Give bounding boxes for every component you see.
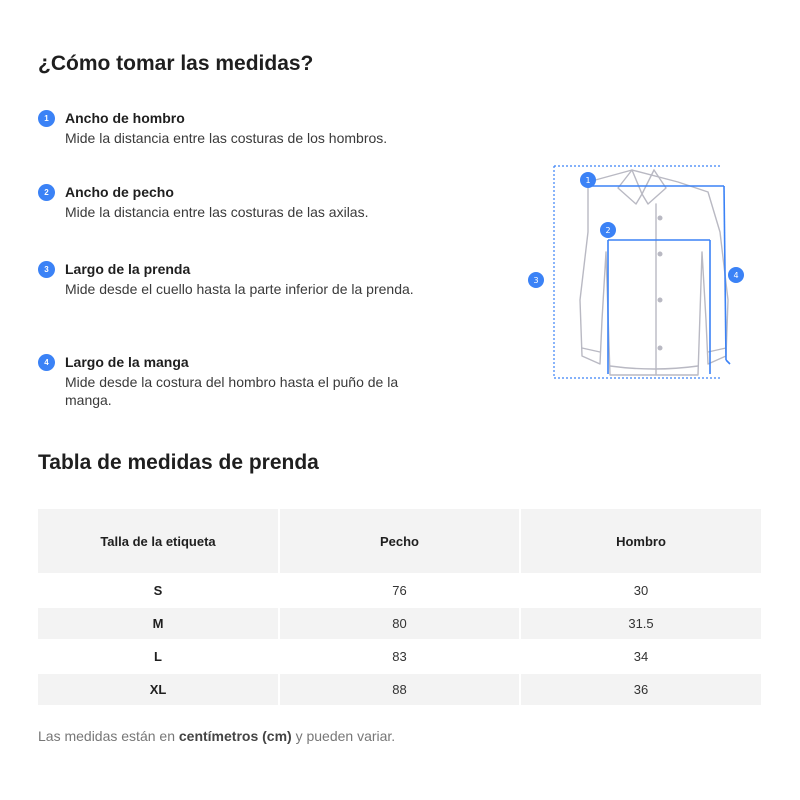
shoulder-cell: 36 xyxy=(520,673,762,706)
shirt-button-icon xyxy=(658,216,663,221)
svg-text:1: 1 xyxy=(585,176,591,185)
chest-cell: 83 xyxy=(279,640,520,673)
units-note-prefix: Las medidas están en xyxy=(38,728,179,744)
chest-cell: 80 xyxy=(279,607,520,640)
step-chest-width xyxy=(38,182,458,221)
marker-4-icon xyxy=(728,267,744,283)
shirt-button-icon xyxy=(658,252,663,257)
step-description: Mide la distancia entre las costuras de las axilas. xyxy=(65,204,369,220)
step-number-badge: 2 xyxy=(38,184,55,201)
column-header-chest: Pecho xyxy=(279,509,520,574)
column-header-size: Talla de la etiqueta xyxy=(38,509,279,574)
step-title: Largo de la manga xyxy=(65,354,189,370)
step-description: Mide desde el cuello hasta la parte inferior de la prenda. xyxy=(65,281,414,297)
marker-1-icon xyxy=(580,172,596,188)
size-cell: M xyxy=(38,607,279,640)
size-cell: XL xyxy=(38,673,279,706)
shirt-button-icon xyxy=(658,346,663,351)
shoulder-cell: 31.5 xyxy=(520,607,762,640)
size-cell: S xyxy=(38,574,279,607)
column-header-shoulder: Hombro xyxy=(520,509,762,574)
step-title: Ancho de pecho xyxy=(65,184,174,200)
step-number-badge: 1 xyxy=(38,110,55,127)
table-header-row xyxy=(38,509,762,574)
size-cell: L xyxy=(38,640,279,673)
table-row xyxy=(38,640,762,673)
step-title: Ancho de hombro xyxy=(65,110,185,126)
size-table-title: Tabla de medidas de prenda xyxy=(38,451,319,474)
step-shoulder-width xyxy=(38,108,458,147)
svg-text:3: 3 xyxy=(533,276,539,285)
table-row xyxy=(38,673,762,706)
sleeve-measure-line xyxy=(724,186,726,360)
step-garment-length xyxy=(38,259,458,298)
marker-3-icon xyxy=(528,272,544,288)
table-row xyxy=(38,607,762,640)
marker-2-icon xyxy=(600,222,616,238)
chest-cell: 76 xyxy=(279,574,520,607)
table-row xyxy=(38,574,762,607)
svg-text:2: 2 xyxy=(605,226,611,235)
step-number-badge: 3 xyxy=(38,261,55,278)
size-table xyxy=(38,509,763,707)
shirt-icon xyxy=(520,160,760,385)
step-title: Largo de la prenda xyxy=(65,261,191,277)
how-to-measure-title: ¿Cómo tomar las medidas? xyxy=(38,52,314,75)
step-description: Mide desde la costura del hombro hasta el puño de la manga. xyxy=(65,374,399,408)
chest-cell: 88 xyxy=(279,673,520,706)
shirt-button-icon xyxy=(658,298,663,303)
svg-text:4: 4 xyxy=(733,271,739,280)
shirt-measurement-diagram xyxy=(520,160,760,385)
units-note xyxy=(38,728,395,744)
step-description: Mide la distancia entre las costuras de los hombros. xyxy=(65,130,388,146)
step-sleeve-length xyxy=(38,352,458,409)
shoulder-cell: 34 xyxy=(520,640,762,673)
units-note-suffix: y pueden variar. xyxy=(291,728,396,744)
shoulder-cell: 30 xyxy=(520,574,762,607)
step-number-badge: 4 xyxy=(38,354,55,371)
units-note-unit: centímetros (cm) xyxy=(178,728,292,744)
